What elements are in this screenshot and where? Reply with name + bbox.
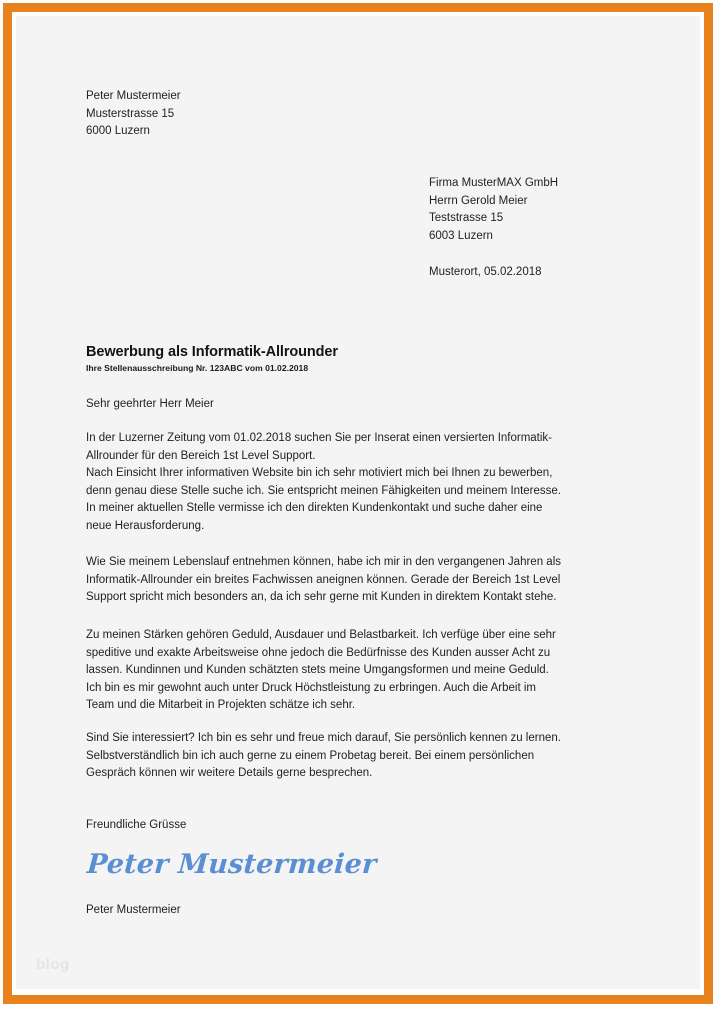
body-paragraph-4 — [86, 730, 642, 783]
paragraph-line: Sind Sie interessiert? Ich bin es sehr und freue mich darauf, Sie persönlich kennen zu lernen. — [86, 732, 561, 744]
paragraph-line: Support spricht mich besonders an, da ich sehr gerne mit Kunden in direktem Kontakt stehe. — [86, 591, 557, 604]
paragraph-line: Allrounder für den Bereich 1st Level Support. — [86, 449, 316, 462]
recipient-address-block — [429, 175, 699, 245]
paragraph-line: Wie Sie meinem Lebenslauf entnehmen können, habe ich mir in den vergangenen Jahren als — [86, 556, 561, 568]
subject-block — [86, 343, 646, 374]
signature-printed-name: Peter Mustermeier — [86, 904, 181, 916]
paragraph-line: Zu meinen Stärken gehören Geduld, Ausdauer und Belastbarkeit. Ich verfüge über eine sehr — [86, 629, 556, 641]
subject-reference: Ihre Stellenausschreibung Nr. 123ABC vom 01.02.2018 — [86, 363, 309, 373]
recipient-company: Firma MusterMAX GmbH — [429, 177, 559, 189]
paragraph-line: speditive und exakte Arbeitsweise ohne jedoch die Bedürfnisse des Kunden ausser Acht zu — [86, 646, 551, 659]
place-and-date: Musterort, 05.02.2018 — [429, 266, 542, 278]
paragraph-line: Nach Einsicht Ihrer informativen Website bin ich sehr motiviert mich bei Ihnen zu bewerben, — [86, 467, 553, 480]
sender-address-block — [86, 88, 386, 141]
blog-watermark: blog — [36, 956, 70, 973]
page-border-top — [3, 3, 713, 12]
body-paragraph-2 — [86, 554, 642, 607]
recipient-contact: Herrn Gerold Meier — [429, 194, 528, 207]
sender-name: Peter Mustermeier — [86, 90, 181, 102]
page-border-right — [704, 3, 713, 1004]
paragraph-line: Ich bin es mir gewohnt auch unter Druck Höchstleistung zu erbringen. Auch die Arbeit im — [86, 681, 537, 694]
paragraph-line: Team und die Mitarbeit in Projekten schätze ich sehr. — [86, 699, 356, 712]
page-border-bottom — [3, 995, 713, 1004]
sender-street: Musterstrasse 15 — [86, 107, 175, 120]
closing-phrase: Freundliche Grüsse — [86, 819, 187, 831]
body-paragraph-3 — [86, 627, 642, 715]
sender-city: 6000 Luzern — [86, 125, 150, 138]
paragraph-line: lassen. Kundinnen und Kunden schätzten stets meine Umgangsformen und meine Geduld. — [86, 664, 549, 677]
subject-title: Bewerbung als Informatik-Allrounder — [86, 344, 338, 360]
paragraph-line: neue Herausforderung. — [86, 519, 205, 532]
letter-content — [16, 16, 700, 989]
paragraph-line: denn genau diese Stelle suche ich. Sie entspricht meinen Fähigkeiten und meinem Interesse. — [86, 484, 561, 497]
paragraph-line: Gespräch können wir weitere Details gerne besprechen. — [86, 767, 373, 780]
paragraph-line: Selbstverständlich bin ich auch gerne zu einem Probetag bereit. Bei einem persönlichen — [86, 749, 535, 762]
paragraph-line: In der Luzerner Zeitung vom 01.02.2018 suchen Sie per Inserat einen versierten Informatik- — [86, 432, 553, 444]
handwritten-signature: Peter Mustermeier — [85, 849, 378, 880]
recipient-street: Teststrasse 15 — [429, 212, 504, 225]
body-paragraph-1 — [86, 430, 642, 536]
paragraph-line: In meiner aktuellen Stelle vermisse ich den direkten Kundenkontakt und suche daher eine — [86, 502, 543, 515]
recipient-city: 6003 Luzern — [429, 229, 493, 242]
salutation: Sehr geehrter Herr Meier — [86, 398, 214, 410]
paragraph-line: Informatik-Allrounder ein breites Fachwissen aneignen können. Gerade der Bereich 1st Level — [86, 573, 561, 586]
letter-paper — [16, 16, 700, 989]
page-border-left — [3, 3, 12, 1004]
